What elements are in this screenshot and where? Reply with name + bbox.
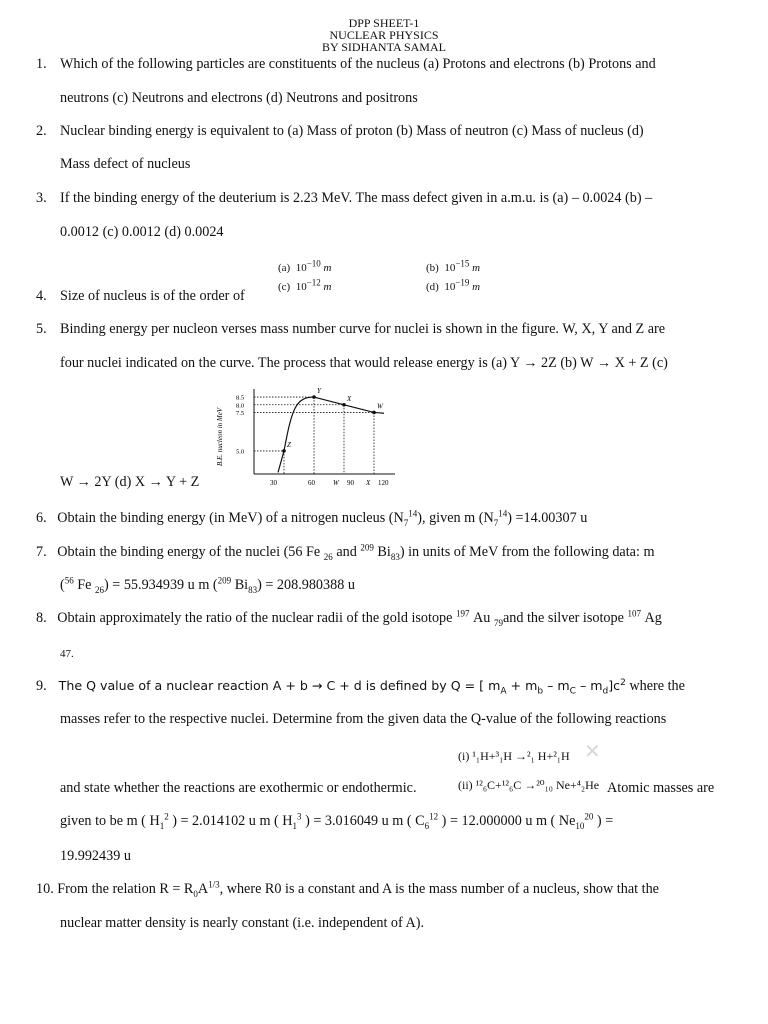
- binding-energy-chart: [210, 384, 400, 490]
- option-d: (d) $10^{-19}$ m: [426, 277, 481, 293]
- question-text: neutrons (c) Neutrons and electrons (d) Neutrons and positrons: [60, 90, 418, 106]
- question-text: 0.0012 (c) 0.0012 (d) 0.0024: [60, 224, 224, 240]
- data-point-z: [282, 449, 286, 453]
- x-tick-label: 60: [308, 479, 315, 487]
- data-point-x: [342, 403, 346, 407]
- sheet-subject: NUCLEAR PHYSICS: [329, 28, 439, 42]
- binding-energy-curve: [278, 394, 384, 472]
- data-point-y: [312, 395, 316, 399]
- question-number: 6.: [36, 510, 47, 526]
- x-tick-label: 120: [378, 479, 389, 487]
- option-a: (a) $10^{-10}$ m: [278, 258, 332, 274]
- data-point-w: [372, 411, 376, 415]
- option-b: (b) $10^{-15}$ m: [426, 258, 481, 274]
- question-text: Binding energy per nucleon verses mass number curve for nuclei is shown in the figure. W, X, Y and Z are: [60, 321, 666, 337]
- point-label: Y: [317, 387, 321, 396]
- point-label: W: [377, 402, 383, 411]
- y-tick-label: 5.0: [236, 448, 245, 456]
- question-number: 5.: [36, 321, 47, 337]
- question-text: Which of the following particles are constituents of the nucleus (a) Protons and electrons (b) Protons and: [60, 56, 656, 72]
- question-number: 4.: [36, 288, 47, 304]
- question-number: 8.: [36, 610, 47, 626]
- y-axis-label: B.E. nucleon in MeV: [216, 407, 224, 466]
- y-tick-label: 8.5: [236, 394, 245, 402]
- x-tick-label: W: [333, 479, 339, 487]
- question-text: Size of nucleus is of the order of: [60, 288, 245, 304]
- question-text: Mass defect of nucleus: [60, 156, 191, 172]
- reaction-2: (ii) ¹²₆C+¹²₆C →²⁰₁₀ Ne+⁴₂He: [458, 778, 600, 792]
- close-icon: ✕: [584, 739, 601, 763]
- question-text: four nuclei indicated on the curve. The process that would release energy is (a) Y → 2Z (b) W → X + Z (c): [60, 355, 668, 371]
- question-text: Nuclear binding energy is equivalent to (a) Mass of proton (b) Mass of neutron (c) Mass of nucleus (d): [60, 123, 644, 139]
- point-label: Z: [287, 440, 291, 449]
- y-tick-label: 7.5: [236, 409, 245, 417]
- question-number: 3.: [36, 190, 47, 206]
- sheet-title: DPP SHEET-1: [348, 16, 420, 30]
- y-tick-label: 8.0: [236, 402, 245, 410]
- question-6: 6. Obtain the binding energy (in MeV) of a nitrogen nucleus $(N_7^{14})$, given m $(N_7^{14}) =14.00307$ u: [36, 508, 588, 528]
- question-text: If the binding energy of the deuterium is 2.23 MeV. The mass defect given in a.m.u. is (a) – 0.0024 (b) –: [60, 190, 653, 206]
- question-number: 2.: [36, 123, 47, 139]
- option-c: (c) $10^{-12}$ m: [278, 277, 332, 293]
- x-tick-label: X: [366, 479, 371, 487]
- question-number: 10.: [36, 881, 54, 897]
- question-text: W → 2Y (d) X → Y + Z: [60, 474, 200, 490]
- x-tick-label: 30: [270, 479, 277, 487]
- sheet-author: BY SIDHANTA SAMAL: [322, 40, 446, 54]
- reaction-1: (i) ¹₁H+³₁H →²₁ H+²₁H: [458, 749, 570, 763]
- question-number: 7.: [36, 544, 47, 560]
- question-number: 9.: [36, 678, 47, 694]
- question-number: 1.: [36, 56, 47, 72]
- x-tick-label: 90: [347, 479, 354, 487]
- point-label: X: [347, 394, 352, 403]
